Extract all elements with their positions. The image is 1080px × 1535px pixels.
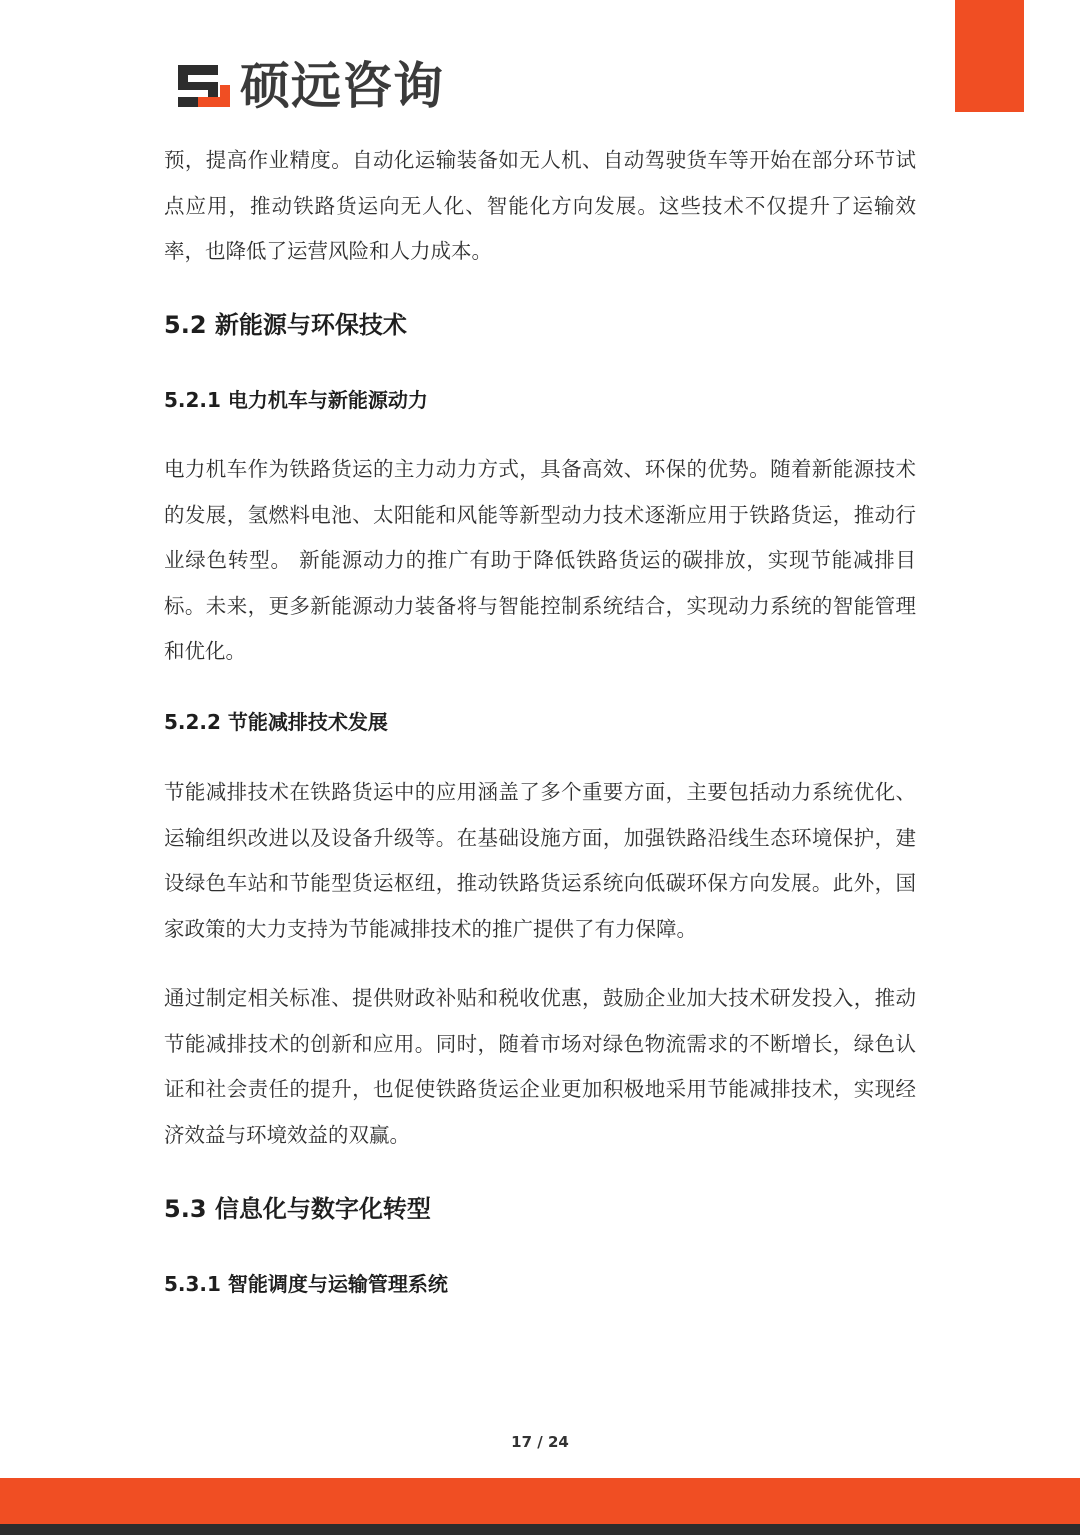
section-heading-5-2: 5.2 新能源与环保技术 (164, 311, 407, 339)
paragraph-5-2-2-a (164, 770, 916, 952)
paragraph-5-2-2-b (164, 976, 916, 1158)
intro-paragraph (164, 138, 916, 275)
subsection-heading-5-2-1: 5.2.1 电力机车与新能源动力 (164, 388, 428, 412)
footer-accent-bar (0, 1478, 1080, 1524)
subsection-heading-5-3-1: 5.3.1 智能调度与运输管理系统 (164, 1272, 448, 1296)
paragraph-5-2-1 (164, 447, 916, 675)
body-text: 预，提高作业精度。自动化运输装备如无人机、自动驾驶货车等开始在部分环节试点应用，推动铁路货运向无人化、智能化方向发展。这些技术不仅提升了运输效率，也降低了运营风险和人力成本。 (164, 148, 916, 263)
section-heading-5-3: 5.3 信息化与数字化转型 (164, 1195, 431, 1223)
subsection-heading-5-2-2: 5.2.2 节能减排技术发展 (164, 710, 388, 734)
footer-dark-bar (0, 1524, 1080, 1535)
s-logo-mark-icon (176, 63, 232, 109)
corner-accent-block (955, 0, 1024, 112)
logo-text: 硕远咨询 (240, 57, 444, 115)
page-number: 17 / 24 (511, 1433, 569, 1451)
body-text: 电力机车作为铁路货运的主力动力方式，具备高效、环保的优势。随着新能源技术的发展，氢燃料电池、太阳能和风能等新型动力技术逐渐应用于铁路货运，推动行业绿色转型。 新能源动力的推广有助于降低铁路货运的碳排放，实现节能减排目标。未来，更多新能源动力装备将与智能控制系统结合，实现动力系统的智能管理和优化。 (164, 457, 916, 663)
company-logo (176, 58, 444, 114)
body-text: 节能减排技术在铁路货运中的应用涵盖了多个重要方面，主要包括动力系统优化、运输组织改进以及设备升级等。在基础设施方面，加强铁路沿线生态环境保护，建设绿色车站和节能型货运枢纽，推动铁路货运系统向低碳环保方向发展。此外，国家政策的大力支持为节能减排技术的推广提供了有力保障。 (164, 780, 916, 941)
body-text: 通过制定相关标准、提供财政补贴和税收优惠，鼓励企业加大技术研发投入，推动节能减排技术的创新和应用。同时，随着市场对绿色物流需求的不断增长，绿色认证和社会责任的提升，也促使铁路货运企业更加积极地采用节能减排技术，实现经济效益与环境效益的双赢。 (164, 986, 916, 1147)
